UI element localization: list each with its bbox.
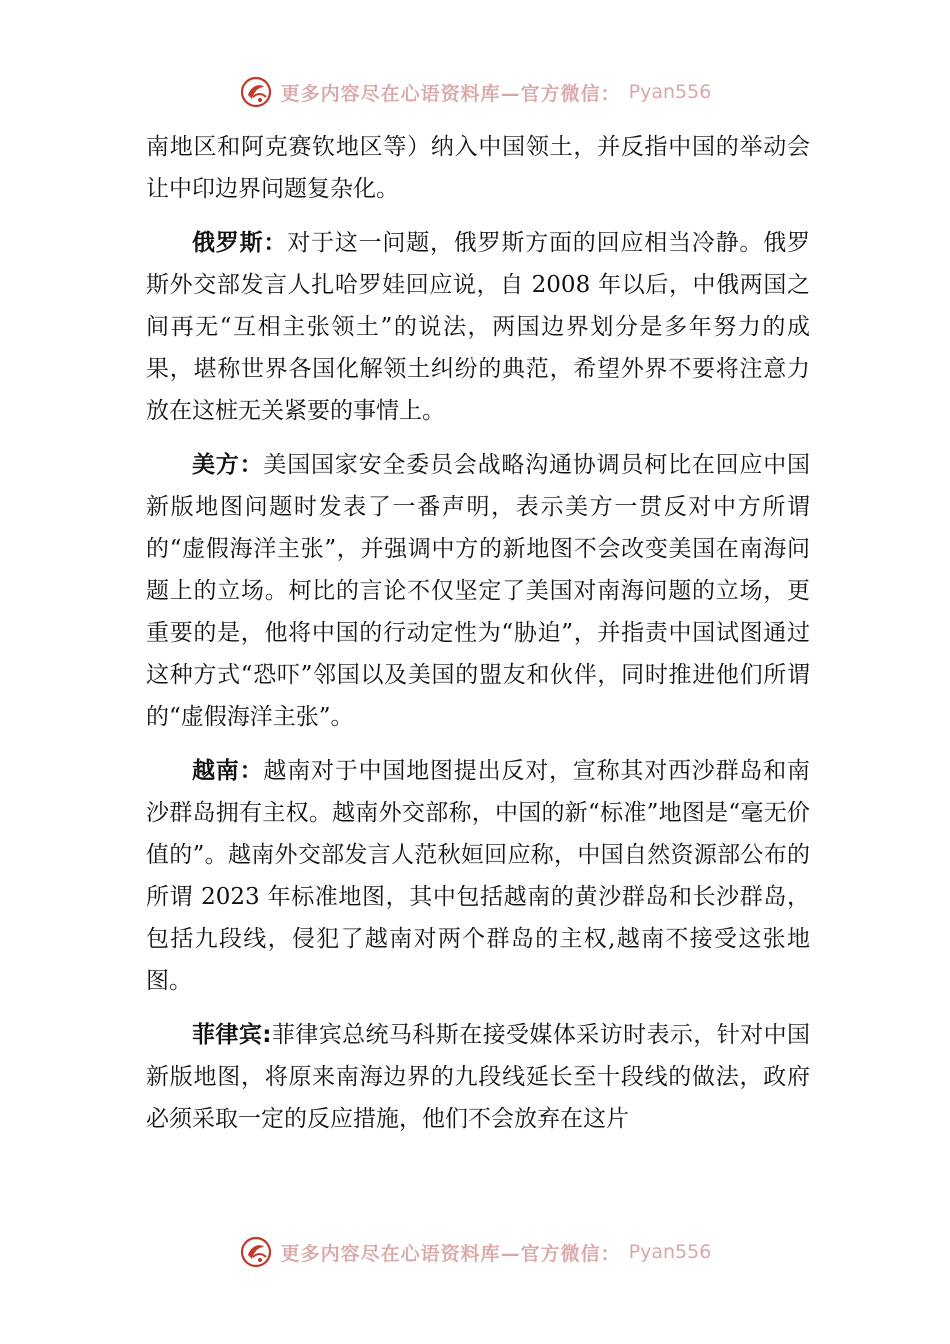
paragraph-label: 美方： bbox=[192, 452, 264, 478]
paragraph-philippines bbox=[146, 1014, 810, 1140]
brand-logo-icon bbox=[239, 1235, 273, 1269]
watermark-text: 更多内容尽在心语资料库—官方微信： bbox=[280, 82, 621, 105]
paragraph-label: 俄罗斯： bbox=[192, 230, 288, 256]
paragraph-text: 美国国家安全委员会战略沟通协调员柯比在回应中国新版地图问题时发表了一番声明，表示美方一贯反对中方所谓的“虚假海洋主张”，并强调中方的新地图不会改变美国在南海问题上的立场。柯比的言论不仅坚定了美国对南海问题的立场，更重要的是，他将中国的行动定性为“胁迫”，并指责中国试图通过这种方式“恐吓”邻国以及美国的盟友和伙伴，同时推进他们所谓的“虚假海洋主张”。 bbox=[146, 452, 811, 730]
paragraph-text: 越南对于中国地图提出反对，宣称其对西沙群岛和南沙群岛拥有主权。越南外交部称，中国的新“标准”地图是“毫无价值的”。越南外交部发言人范秋姮回应称，中国自然资源部公布的所谓 2023 年标准地图，其中包括越南的黄沙群岛和长沙群岛，包括九段线，侵犯了越南对两个群岛的主权,越南不接受这张地图。 bbox=[146, 758, 811, 994]
paragraph-continuation bbox=[146, 126, 810, 210]
footer-watermark bbox=[0, 1232, 950, 1272]
paragraph-vietnam bbox=[146, 750, 810, 1002]
paragraph-russia bbox=[146, 222, 810, 432]
paragraph-text: 南地区和阿克赛钦地区等）纳入中国领土，并反指中国的举动会让中印边界问题复杂化。 bbox=[146, 134, 810, 202]
header-watermark bbox=[0, 72, 950, 112]
paragraph-text: 菲律宾总统马科斯在接受媒体采访时表示，针对中国新版地图，将原来南海边界的九段线延长至十段线的做法，政府必须采取一定的反应措施，他们不会放弃在这片 bbox=[146, 1022, 811, 1132]
paragraph-label: 菲律宾: bbox=[192, 1022, 272, 1048]
document-body bbox=[146, 126, 810, 1152]
watermark-text: 更多内容尽在心语资料库—官方微信： bbox=[280, 1242, 621, 1265]
watermark-wechat-id: Pyan556 bbox=[628, 81, 712, 103]
paragraph-text: 对于这一问题，俄罗斯方面的回应相当冷静。俄罗斯外交部发言人扎哈罗娃回应说，自 2008 年以后，中俄两国之间再无“互相主张领土”的说法，两国边界划分是多年努力的成果，堪称世界各国化解领土纠纷的典范，希望外界不要将注意力放在这桩无关紧要的事情上。 bbox=[146, 230, 811, 424]
paragraph-us bbox=[146, 444, 810, 738]
brand-logo-icon bbox=[239, 75, 273, 109]
paragraph-label: 越南： bbox=[192, 758, 264, 784]
watermark-wechat-id: Pyan556 bbox=[628, 1241, 712, 1263]
